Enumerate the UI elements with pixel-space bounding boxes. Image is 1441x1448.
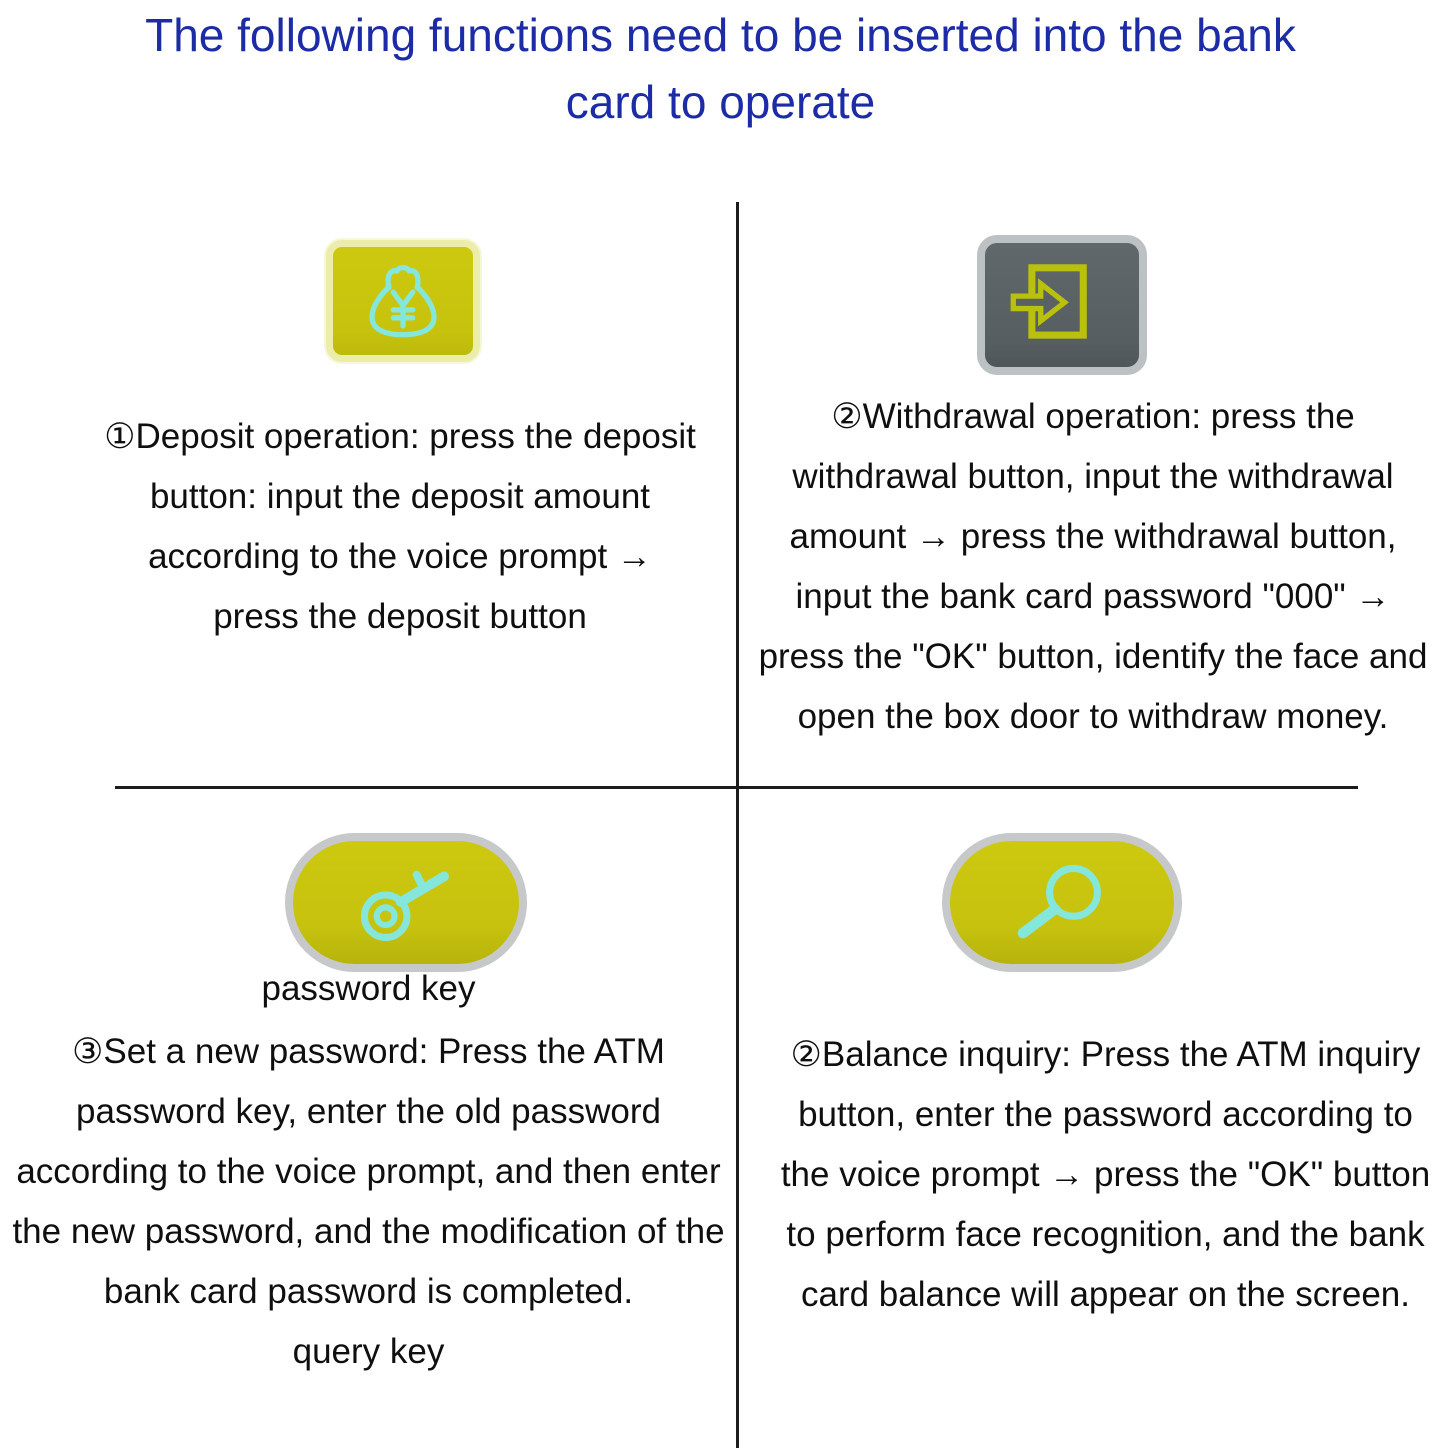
balance-inquiry-instructions xyxy=(770,1025,1441,1325)
password-key-button xyxy=(285,833,527,972)
text-line: the new password, and the modification of the xyxy=(12,1212,725,1251)
inquiry-button xyxy=(942,833,1182,972)
text-line: withdrawal button, input the withdrawal xyxy=(792,457,1394,496)
text-line: according to the voice prompt → xyxy=(148,537,652,576)
set-password-instructions xyxy=(0,1022,737,1382)
deposit-button xyxy=(326,240,480,362)
withdrawal-button xyxy=(977,235,1147,375)
text-line: password key xyxy=(261,969,476,1008)
text-line: password key, enter the old password xyxy=(76,1092,661,1131)
money-bag-yen-icon xyxy=(333,247,473,355)
key-icon xyxy=(293,841,519,964)
title-line-2: card to operate xyxy=(565,76,876,128)
text-line: to perform face recognition, and the bank xyxy=(786,1215,1425,1254)
text-line: ②Withdrawal operation: press the xyxy=(831,397,1355,436)
text-line: press the deposit button xyxy=(213,597,587,636)
text-line: bank card password is completed. xyxy=(103,1272,634,1311)
text-line: ③Set a new password: Press the ATM xyxy=(72,1032,665,1071)
deposit-instructions xyxy=(50,407,750,647)
magnifier-icon xyxy=(950,841,1174,964)
text-line: button: input the deposit amount xyxy=(149,477,651,516)
text-line: card balance will appear on the screen. xyxy=(801,1275,1410,1314)
text-line: ①Deposit operation: press the deposit xyxy=(104,417,696,456)
text-line: press the "OK" button, identify the face and xyxy=(758,637,1428,676)
text-line: button, enter the password according to xyxy=(798,1095,1413,1134)
text-line: open the box door to withdraw money. xyxy=(797,697,1389,736)
text-line: amount → press the withdrawal button, xyxy=(789,517,1397,556)
text-line: the voice prompt → press the "OK" button xyxy=(780,1155,1431,1194)
text-line: according to the voice prompt, and then enter xyxy=(16,1152,721,1191)
text-line: input the bank card password "000" → xyxy=(795,577,1391,616)
title-line-1: The following functions need to be inserted into the bank xyxy=(145,9,1296,61)
query-key-label: query key xyxy=(292,1332,445,1371)
text-line: ②Balance inquiry: Press the ATM inquiry xyxy=(790,1035,1421,1074)
page-title xyxy=(0,0,1441,136)
horizontal-divider xyxy=(115,786,1358,789)
withdrawal-instructions xyxy=(745,387,1441,747)
arrow-into-door-icon xyxy=(985,243,1139,367)
password-key-label xyxy=(0,959,737,1019)
